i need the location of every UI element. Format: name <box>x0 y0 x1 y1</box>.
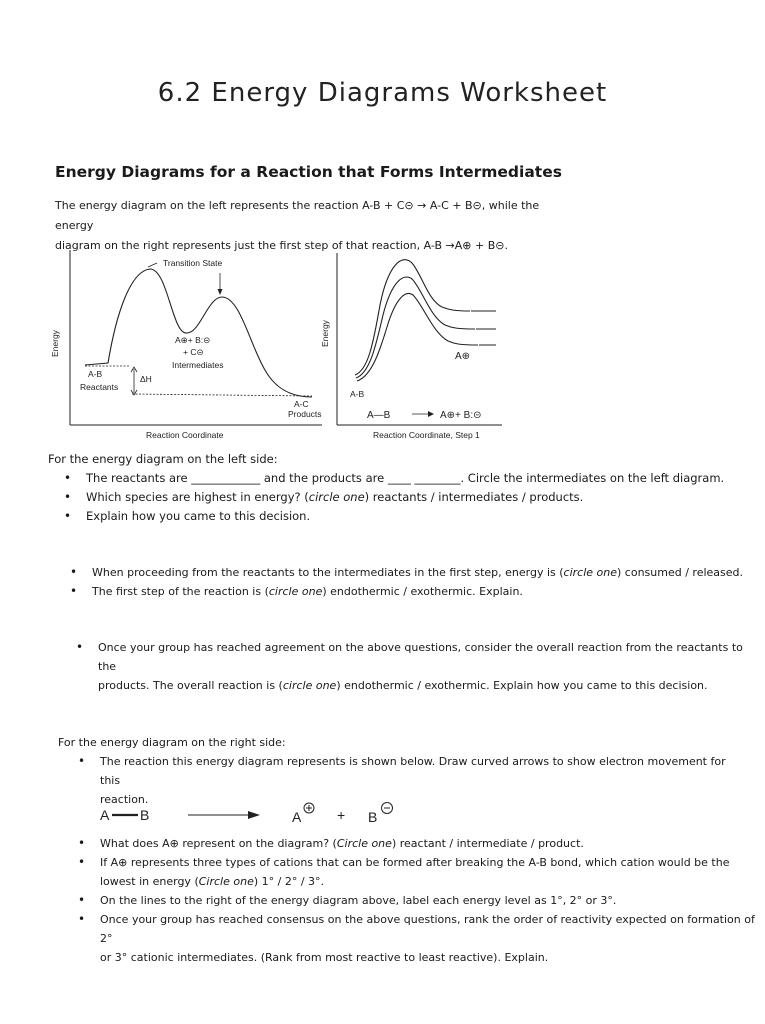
left-energy-curve <box>85 269 312 397</box>
left-question-6: • Once your group has reached agreement on the above questions, consider the overall reaction from the reactants to the products. The overall reaction is (circle one) endothermic / exothermic. Explain how you came to this decision. <box>76 638 756 695</box>
product-ac-label: A-C <box>294 399 309 409</box>
right-ylabel: Energy <box>320 320 330 347</box>
page-title: 6.2 Energy Diagrams Worksheet <box>157 78 608 108</box>
right-energy-diagram <box>320 253 502 440</box>
right-question-3: • If A⊕ represents three types of cations that can be formed after breaking the A-B bond, which cation would be the lowest in energy (Circle one) 1° / 2° / 3°. <box>78 853 758 891</box>
right-eq-right: A⊕+ B:⊝ <box>440 410 482 421</box>
left-question-1: • The reactants are ____________ and the products are ____ ________. Circle the intermediates on the left diagram. <box>64 469 738 488</box>
right-question-5: • Once your group has reached consensus on the above questions, rank the order of reactivity expected on formation of 2° or 3° cationic intermediates. (Rank from most reactive to least reactive). Explain. <box>78 910 758 967</box>
delta-h-label: ΔH <box>140 374 152 384</box>
eq-b: B <box>140 807 150 823</box>
left-questions-heading: For the energy diagram on the left side: <box>48 452 278 466</box>
left-questions-step <box>70 563 750 601</box>
intermediate-c-label: + C⊝ <box>183 347 204 357</box>
eq-plus: + <box>337 807 346 823</box>
right-question-1: • The reaction this energy diagram represents is shown below. Draw curved arrows to show electron movement for this reaction. <box>78 752 748 809</box>
right-questions-continued <box>78 834 758 967</box>
left-question-2: • Which species are highest in energy? (circle one) reactants / intermediates / products. <box>64 488 738 507</box>
intro-line-1: The energy diagram on the left represents the reaction A-B + C⊝ → A-C + B⊝, while the energy <box>55 199 540 232</box>
left-overall-list <box>76 638 756 695</box>
intro-line-2: diagram on the right represents just the first step of that reaction, A-B →A⊕ + B⊝. <box>55 239 508 252</box>
reactants-label: Reactants <box>80 382 119 392</box>
plus-charge-icon <box>304 803 314 813</box>
right-eq-left: A—B <box>367 410 391 421</box>
transition-state-arrow <box>148 263 157 267</box>
left-question-4: • When proceeding from the reactants to the intermediates in the first step, energy is (circle one) consumed / released. <box>70 563 750 582</box>
right-question-2: • What does A⊕ represent on the diagram? (Circle one) reactant / intermediate / product. <box>78 834 758 853</box>
left-ylabel: Energy <box>50 330 60 357</box>
minus-charge-icon <box>382 803 393 814</box>
left-question-5: • The first step of the reaction is (circle one) endothermic / exothermic. Explain. <box>70 582 750 601</box>
eq-arrow <box>248 811 260 819</box>
cation-label: A⊕ <box>455 351 471 362</box>
eq-b-minus: B <box>368 809 378 825</box>
reaction-equation <box>100 798 420 828</box>
right-questions-heading: For the energy diagram on the right side: <box>58 736 286 749</box>
transition-state-label: Transition State <box>163 258 223 268</box>
products-label: Products <box>288 409 322 419</box>
left-energy-diagram <box>50 250 322 440</box>
right-questions-list-2 <box>78 834 758 967</box>
eq-a-plus: A <box>292 809 302 825</box>
right-reactant-ab: A-B <box>350 389 365 399</box>
left-xlabel: Reaction Coordinate <box>146 430 224 440</box>
eq-a: A <box>100 807 110 823</box>
left-questions <box>48 450 738 526</box>
energy-diagrams <box>50 245 520 450</box>
left-reactant-ab: A-B <box>88 369 103 379</box>
intermediate-species-label: A⊕+ B:⊝ <box>175 335 211 345</box>
right-curve-1 <box>355 260 470 375</box>
intermediates-label: Intermediates <box>172 360 224 370</box>
left-questions-list <box>64 469 738 526</box>
left-question-3: • Explain how you came to this decision. <box>64 507 738 526</box>
right-xlabel: Reaction Coordinate, Step 1 <box>373 430 480 440</box>
section-heading: Energy Diagrams for a Reaction that Forms Intermediates <box>55 163 562 181</box>
left-questions-overall <box>76 638 756 695</box>
right-question-4: • On the lines to the right of the energy diagram above, label each energy level as 1°, 2° or 3°. <box>78 891 758 910</box>
left-step-list <box>70 563 750 601</box>
right-curve-3 <box>357 294 478 381</box>
